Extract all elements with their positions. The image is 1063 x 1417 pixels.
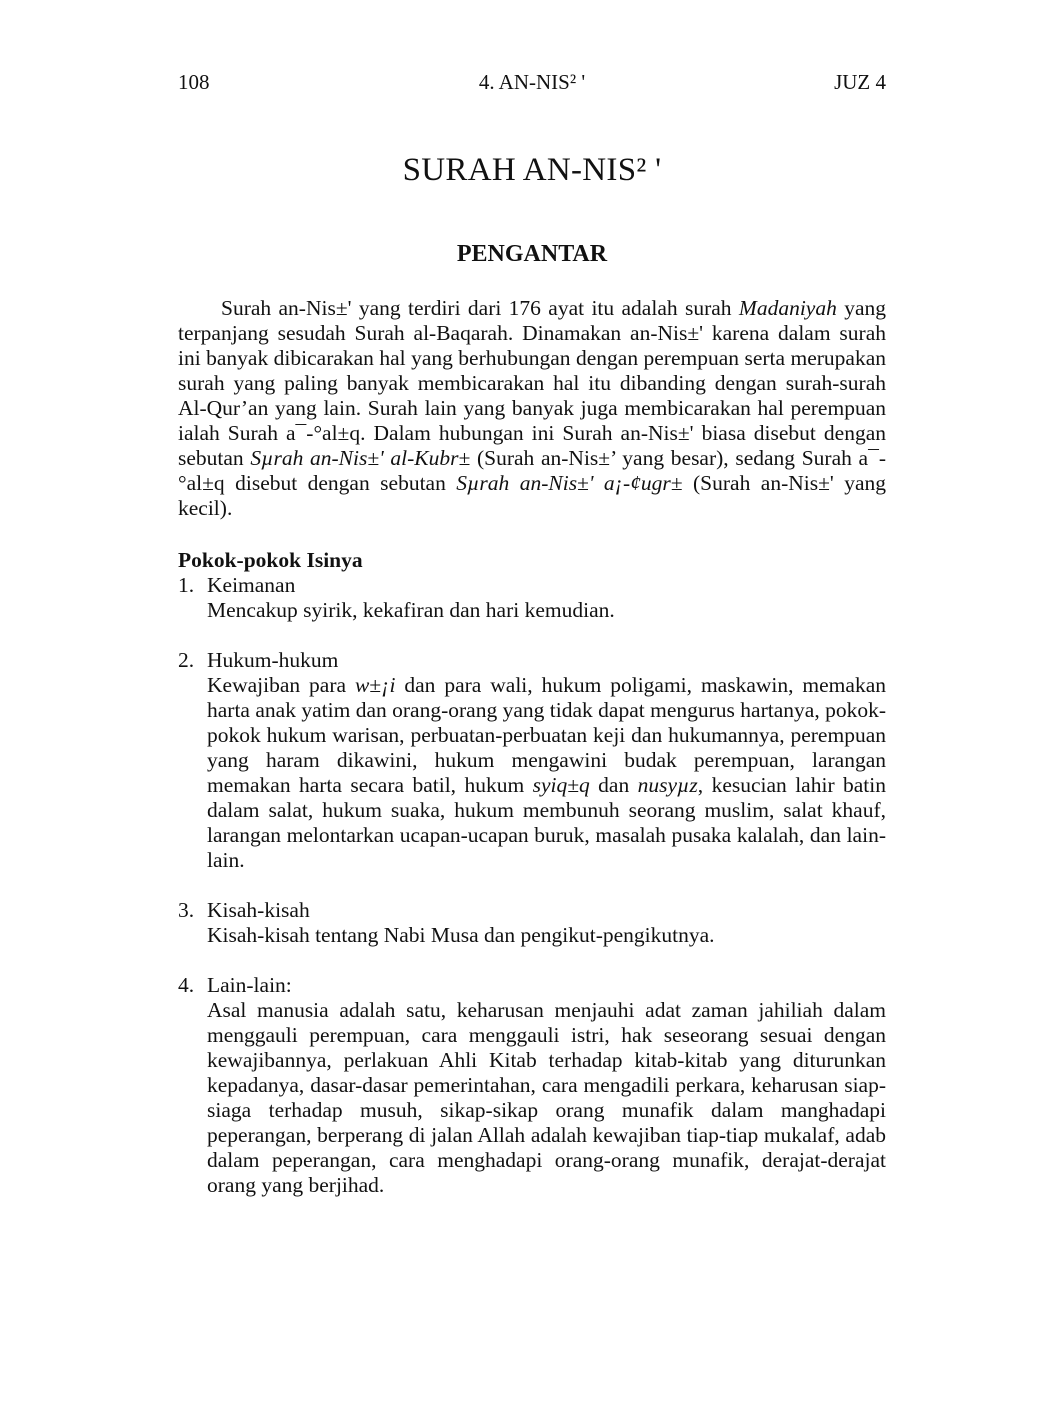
list-item: [178, 648, 886, 873]
list-item-description: [207, 673, 886, 873]
contents-heading: Pokok-pokok Isinya: [178, 548, 363, 572]
intro-italic-1: Madaniyah: [738, 296, 837, 320]
intro-text-2: yang terpanjang sesudah Surah al-Baqarah. Dinamakan an-Nis±' karena dalam surah ini banyak dibicarakan hal yang berhubungan dengan perempuan serta merupakan surah yang paling banyak membicarakan hal itu dibanding dengan surah-surah Al-Qur’an yang lain. Surah lain yang banyak juga membicarakan hal perempuan ialah Surah a¯-°al±q. Dalam hubungan ini Surah an-Nis±' biasa disebut dengan sebutan: [178, 296, 886, 470]
list-item: [178, 573, 886, 623]
intro-text-4: (Surah an-Nis±' yang kecil).: [178, 471, 887, 520]
juz-label: JUZ 4: [834, 70, 886, 94]
page-title: SURAH AN-NIS² ': [402, 152, 662, 188]
chapter-header: 4. AN-NIS² ': [478, 70, 586, 94]
list-item: [178, 898, 886, 948]
intro-paragraph: [178, 296, 886, 521]
list-number: 1.: [178, 573, 195, 597]
desc-text-1: Kewajiban para: [207, 673, 355, 697]
list-number: 4.: [178, 973, 195, 997]
list-item-title: Keimanan: [207, 573, 296, 597]
list-item-title: Hukum-hukum: [207, 648, 339, 672]
intro-italic-2: Sµrah an-Nis±' al-Kubr±: [250, 446, 471, 470]
intro-text-1: Surah an-Nis±' yang terdiri dari 176 ayat itu adalah surah: [221, 296, 739, 320]
intro-text-3: (Surah an-Nis±’ yang besar), sedang Surah a¯-°al±q disebut dengan sebutan: [178, 446, 886, 495]
list-item-title: Lain-lain:: [207, 973, 292, 997]
topics-list: [178, 573, 886, 1223]
desc-italic-2: syiq±q: [532, 773, 590, 797]
list-item-title: Kisah-kisah: [207, 898, 310, 922]
list-number: 2.: [178, 648, 195, 672]
list-item-description: Kisah-kisah tentang Nabi Musa dan pengikut-pengikutnya.: [207, 923, 715, 947]
list-item-description: Asal manusia adalah satu, keharusan menjauhi adat zaman jahiliah dalam menggauli perempuan, cara menggauli istri, hak seseorang sesuai dengan kewajibannya, perlakuan Ahli Kitab terhadap kitab-kitab yang diturunkan kepadanya, dasar-dasar pemerintahan, cara mengadili perkara, keharusan siap-siaga terhadap musuh, sikap-sikap orang munafik dalam manghadapi peperangan, berperang di jalan Allah adalah kewajiban tiap-tiap mukalaf, adab dalam peperangan, cara menghadapi orang-orang munafik, derajat-derajat orang yang berjihad.: [207, 998, 886, 1197]
list-item-description: Mencakup syirik, kekafiran dan hari kemudian.: [207, 598, 615, 622]
desc-text-4: , kesucian lahir batin dalam salat, hukum suaka, hukum membunuh seorang muslim, salat khauf, larangan melontarkan ucapan-ucapan buruk, masalah pusaka kalalah, dan lain-lain.: [207, 773, 886, 872]
list-number: 3.: [178, 898, 195, 922]
intro-italic-3: Sµrah an-Nis±' a¡-¢ugr±: [456, 471, 683, 495]
desc-text-2: dan para wali, hukum poligami, maskawin, memakan harta anak yatim dan orang-orang yang tidak dapat mengurus hartanya, pokok-pokok hukum warisan, perbuatan-perbuatan keji dan hukumannya, perempuan yang haram dikawini, hukum mengawini budak perempuan, larangan memakan harta secara batil, hukum: [207, 673, 886, 797]
list-item: [178, 973, 886, 1198]
desc-text-3: dan: [589, 773, 638, 797]
running-header: [178, 70, 886, 100]
section-title: PENGANTAR: [456, 241, 608, 267]
desc-italic-1: w±¡i: [354, 673, 396, 697]
desc-italic-3: nusyµz: [637, 773, 698, 797]
page-number: 108: [178, 70, 210, 94]
